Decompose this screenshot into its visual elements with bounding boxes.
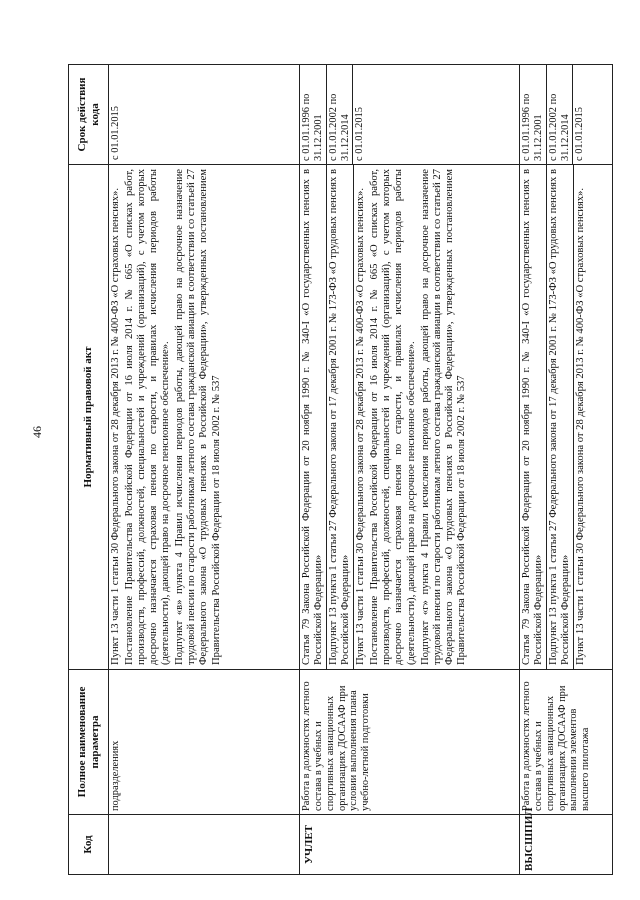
row-periods bbox=[109, 65, 300, 165]
row-name: подразделениях bbox=[109, 670, 300, 815]
act-paragraph: Пункт 13 части 1 статьи 30 Федерального закона от 28 декабря 2013 г. № 400-ФЗ «О страховых пенсиях». bbox=[355, 187, 367, 665]
page-number: 46 bbox=[30, 426, 44, 438]
row-acts bbox=[520, 165, 613, 670]
row-periods bbox=[300, 65, 520, 165]
row-acts bbox=[300, 165, 520, 670]
act-paragraph: Статья 79 Закона Российской Федерации от 20 ноября 1990 г. № 340-I «О государственных пенсиях в Российской Федерации» bbox=[520, 165, 547, 669]
table-row bbox=[300, 65, 520, 875]
act-paragraph: Постановление Правительства Российской Федерации от 16 июля 2014 г. № 665 «О списках работ, производств, профессий, должностей, специальностей и учреждений (организаций), с учетом которых досрочно назначается страховая пенсия по старости, и правилах исчисления периодов работы (деятельности), дающей право на досрочное пенсионное обеспечение». bbox=[124, 169, 172, 665]
row-code bbox=[109, 815, 300, 875]
row-code: УЧЛЕТ bbox=[300, 815, 520, 875]
row-name: Работа в должностях летного состава в учебных и спортивных авиационных организациях ДОСААФ при выполнении элементов высшего пилотажа bbox=[520, 670, 613, 815]
period-value: с 01.01.1996 по 31.12.2001 bbox=[520, 65, 547, 164]
table-header-row bbox=[69, 65, 109, 875]
period-value: с 01.01.2015 bbox=[354, 107, 366, 161]
rotated-table-wrapper bbox=[68, 65, 598, 875]
period-value: с 01.01.2015 bbox=[574, 107, 586, 161]
act-paragraph: Статья 79 Закона Российской Федерации от 20 ноября 1990 г. № 340-I «О государственных пенсиях в Российской Федерации» bbox=[300, 165, 327, 669]
table-row bbox=[109, 65, 300, 875]
act-paragraph: Подпункт «г» пункта 4 Правил исчисления периодов работы, дающей право на досрочное назначение трудовой пенсии по старости работникам летного состава гражданской авиации в соответствии со статьей 27 Федерального закона «О трудовых пенсиях в Российской Федерации», утвержденных постановлением Правительства Российской Федерации от 18 июля 2002 г. № 537 bbox=[419, 169, 467, 665]
header-period: Срок действия кода bbox=[69, 65, 109, 165]
act-paragraph: Подпункт «в» пункта 4 Правил исчисления периодов работы, дающей право на досрочное назначение трудовой пенсии по старости работникам летного состава гражданской авиации в соответствии со статьей 27 Федерального закона «О трудовых пенсиях в Российской Федерации», утвержденных постановлением Правительства Российской Федерации от 18 июля 2002 г. № 537 bbox=[174, 169, 222, 665]
table-row bbox=[520, 65, 613, 875]
act-paragraph: Подпункт 13 пункта 1 статьи 27 Федерального закона от 17 декабря 2001 г. № 173-ФЗ «О трудовых пенсиях в Российской Федерации» bbox=[327, 165, 354, 669]
act-paragraph: Пункт 13 части 1 статьи 30 Федерального закона от 28 декабря 2013 г. № 400-ФЗ «О страховых пенсиях». bbox=[110, 187, 121, 665]
act-paragraph: Пункт 13 части 1 статьи 30 Федерального закона от 28 декабря 2013 г. № 400-ФЗ «О страховых пенсиях». bbox=[575, 187, 587, 665]
header-act: Нормативный правовой акт bbox=[69, 165, 109, 670]
period-value: с 01.01.2002 по 31.12.2014 bbox=[327, 65, 354, 164]
row-acts bbox=[109, 165, 300, 670]
legal-acts-table bbox=[68, 64, 613, 875]
row-periods bbox=[520, 65, 613, 165]
row-name: Работа в должностях летного состава в учебных и спортивных авиационных организациях ДОСААФ при условии выполнения плана учебно-летной подготовки bbox=[300, 670, 520, 815]
period-value: с 01.01.2002 по 31.12.2014 bbox=[547, 65, 574, 164]
act-paragraph: Постановление Правительства Российской Федерации от 16 июля 2014 г. № 665 «О списках работ, производств, профессий, должностей, специальностей и учреждений (организаций), с учетом которых досрочно назначается страховая пенсия по старости, и правилах исчисления периодов работы (деятельности), дающей право на досрочное пенсионное обеспечение». bbox=[369, 169, 417, 665]
act-paragraph: Подпункт 13 пункта 1 статьи 27 Федерального закона от 17 декабря 2001 г. № 173-ФЗ «О трудовых пенсиях в Российской Федерации» bbox=[547, 165, 574, 669]
row-code: ВЫСШПИЛ bbox=[520, 815, 613, 875]
header-code: Код bbox=[69, 815, 109, 875]
header-name: Полное наименование параметра bbox=[69, 670, 109, 815]
period-value: с 01.01.2015 bbox=[110, 106, 121, 160]
period-value: с 01.01.1996 по 31.12.2001 bbox=[300, 65, 327, 164]
